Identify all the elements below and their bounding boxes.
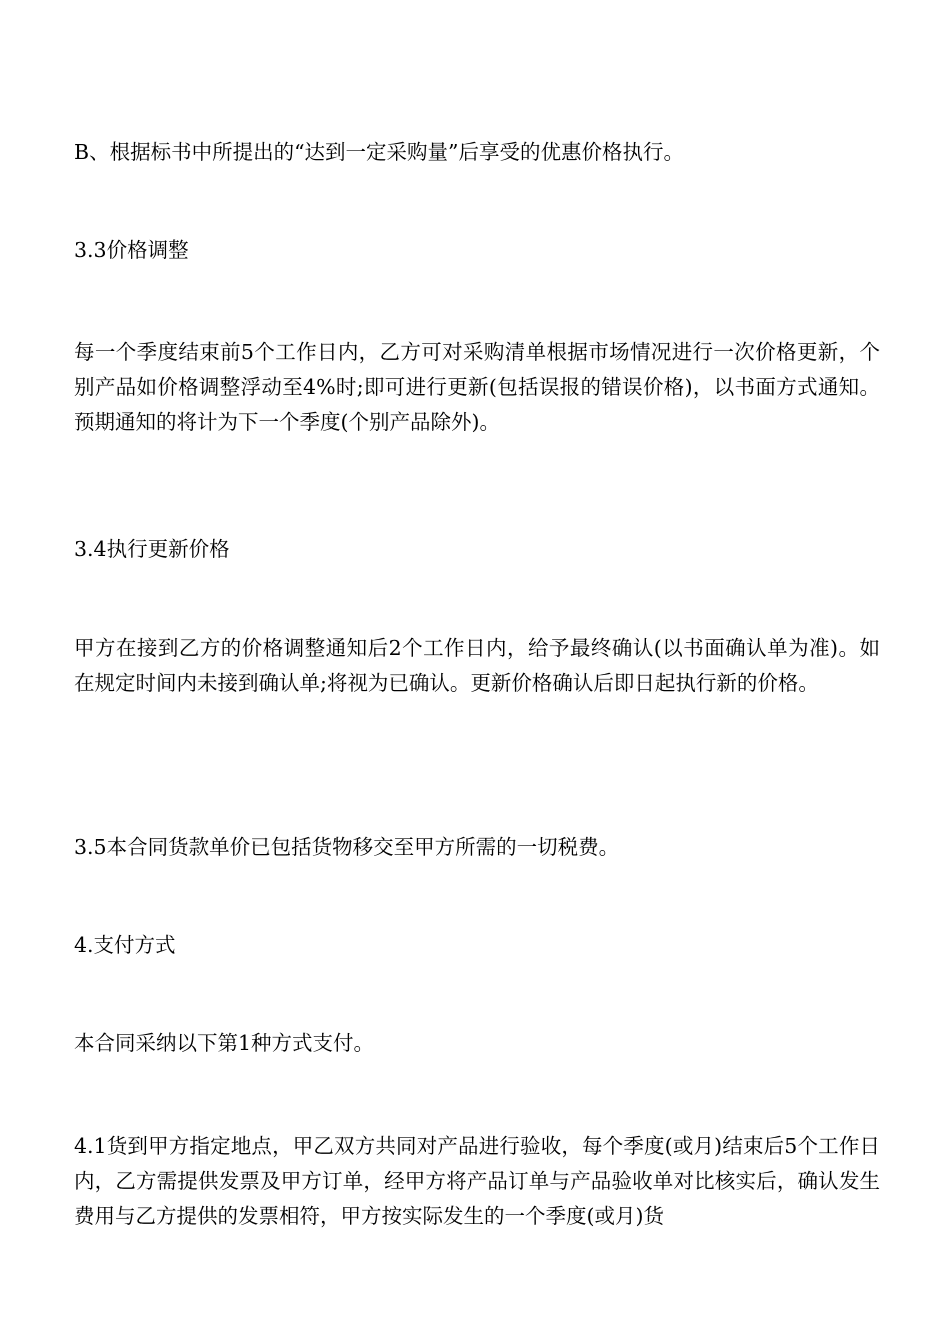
heading-3-3-price-adjustment: 3.3价格调整 — [74, 238, 189, 262]
paragraph-3-5-taxes: 3.5本合同货款单价已包括货物移交至甲方所需的一切税费。 — [74, 835, 620, 859]
paragraph-preferential-price: B、根据标书中所提出的“达到一定采购量”后享受的优惠价格执行。 — [74, 140, 685, 164]
heading-4-payment-method: 4.支付方式 — [74, 933, 176, 957]
paragraph-4-1-payment-terms: 4.1货到甲方指定地点，甲乙双方共同对产品进行验收，每个季度(或月)结束后5个工作日内，乙方需提供发票及甲方订单，经甲方将产品订单与产品验收单对比核实后，确认发生费用与乙方提供的发票相符，甲方按实际发生的一个季度(或月)货 — [74, 1134, 880, 1228]
heading-3-4-execute-price: 3.4执行更新价格 — [74, 537, 230, 561]
paragraph-payment-option: 本合同采纳以下第1种方式支付。 — [74, 1031, 375, 1055]
paragraph-price-adjustment: 每一个季度结束前5个工作日内，乙方可对采购清单根据市场情况进行一次价格更新，个别产品如价格调整浮动至4%时;即可进行更新(包括误报的错误价格)，以书面方式通知。预期通知的将计为下一个季度(个别产品除外)。 — [74, 340, 880, 434]
paragraph-execute-price: 甲方在接到乙方的价格调整通知后2个工作日内，给予最终确认(以书面确认单为准)。如在规定时间内未接到确认单;将视为已确认。更新价格确认后即日起执行新的价格。 — [74, 636, 880, 695]
